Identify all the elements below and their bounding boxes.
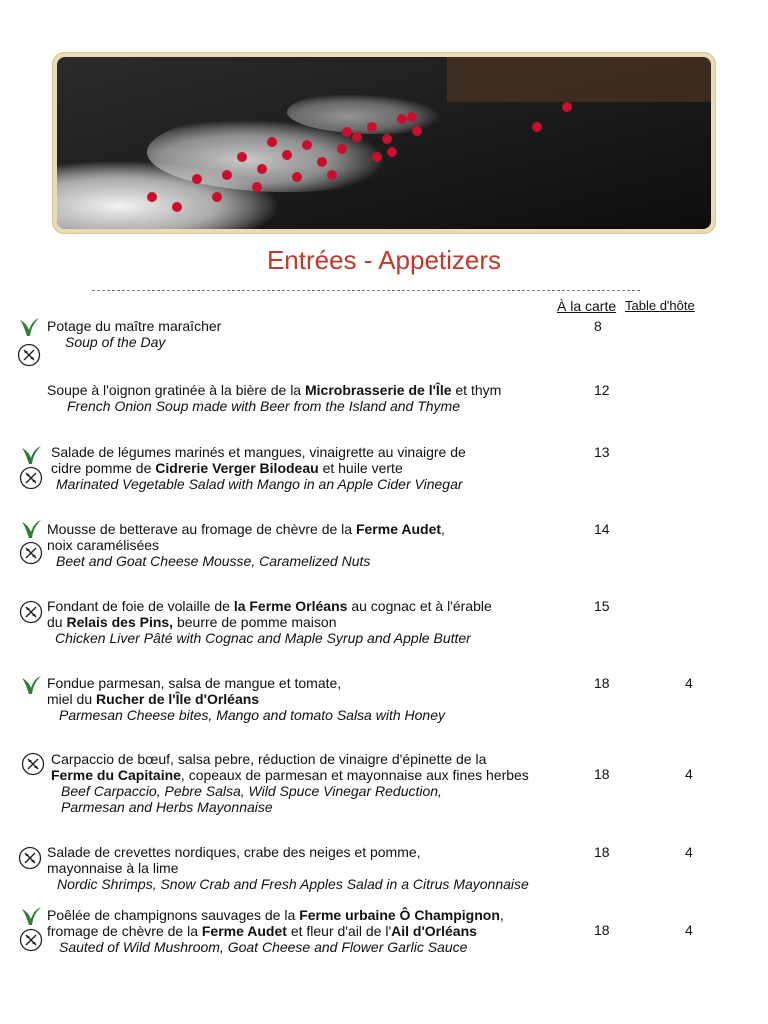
french-text: Mousse de betterave au fromage de chèvre de la xyxy=(47,521,356,537)
producer-name: Ferme urbaine Ô Champignon xyxy=(299,907,500,923)
menu-item-french xyxy=(47,382,587,398)
french-text: cidre pomme de xyxy=(51,460,156,476)
header-banner xyxy=(52,52,716,234)
gluten-free-icon xyxy=(17,343,41,372)
column-header-table-hote: Table d'hôte xyxy=(625,298,695,313)
menu-item-french xyxy=(51,751,591,783)
menu-item-french xyxy=(47,907,587,939)
french-text: Poêlée de champignons sauvages de la xyxy=(47,907,300,923)
price-a-la-carte: 12 xyxy=(594,382,610,398)
french-text: Salade de légumes marinés et mangues, vinaigrette au vinaigre de xyxy=(51,444,466,460)
menu-item-english: French Onion Soup made with Beer from the Island and Thyme xyxy=(67,398,460,414)
price-a-la-carte: 8 xyxy=(594,318,602,334)
menu-item xyxy=(47,318,587,350)
vegetarian-leaf-icon xyxy=(19,674,43,701)
vegetarian-leaf-icon xyxy=(17,316,41,343)
menu-item xyxy=(47,382,587,414)
french-text: Salade de crevettes nordiques, crabe des neiges et pomme, xyxy=(47,844,421,860)
menu-item-french xyxy=(51,444,591,476)
menu-item xyxy=(47,675,587,723)
price-a-la-carte: 18 xyxy=(594,844,610,860)
price-a-la-carte: 18 xyxy=(594,766,610,782)
menu-item-french xyxy=(47,318,587,334)
menu-item-english: Beef Carpaccio, Pebre Salsa, Wild Spuce Vinegar Reduction, Parmesan and Herbs Mayonnaise xyxy=(61,783,442,815)
menu-item xyxy=(47,907,587,955)
price-a-la-carte: 18 xyxy=(594,675,610,691)
french-text: miel du xyxy=(47,691,97,707)
price-a-la-carte: 18 xyxy=(594,922,610,938)
gluten-free-icon xyxy=(19,928,43,957)
french-text: noix caramélisées xyxy=(47,537,160,553)
price-table-hote: 4 xyxy=(685,675,693,691)
french-text: et thym xyxy=(451,382,502,398)
producer-name: Relais des Pins, xyxy=(66,614,174,630)
page-title: Entrées - Appetizers xyxy=(266,245,502,275)
gluten-free-icon xyxy=(21,752,45,781)
menu-item-french xyxy=(47,521,587,553)
french-text: au cognac et à l'érable xyxy=(347,598,492,614)
french-text: Potage du maître maraîcher xyxy=(47,318,222,334)
producer-name: la Ferme Orléans xyxy=(233,598,348,614)
french-text: beurre de pomme maison xyxy=(173,614,337,630)
french-text: fromage de chèvre de la xyxy=(47,923,202,939)
menu-item-english: Sauted of Wild Mushroom, Goat Cheese and Flower Garlic Sauce xyxy=(59,939,468,955)
french-text: Carpaccio de bœuf, salsa pebre, réduction de vinaigre d'épinette de la xyxy=(51,751,487,767)
gluten-free-icon xyxy=(19,600,43,629)
menu-item-french xyxy=(47,675,587,707)
menu-item-english: Nordic Shrimps, Snow Crab and Fresh Apples Salad in a Citrus Mayonnaise xyxy=(57,876,529,892)
menu-item xyxy=(51,444,591,492)
french-text: , xyxy=(441,521,445,537)
menu-item-english: Beet and Goat Cheese Mousse, Caramelized Nuts xyxy=(56,553,371,569)
french-text: et huile verte xyxy=(318,460,403,476)
producer-name: Ferme Audet xyxy=(201,923,287,939)
gluten-free-icon xyxy=(19,466,43,495)
dotted-divider xyxy=(92,290,640,291)
producer-name: Cidrerie Verger Bilodeau xyxy=(155,460,319,476)
price-a-la-carte: 15 xyxy=(594,598,610,614)
menu-item-french xyxy=(47,844,587,876)
price-table-hote: 4 xyxy=(685,766,693,782)
producer-name: Microbrasserie de l'Île xyxy=(304,382,452,398)
french-text: du xyxy=(47,614,67,630)
menu-item-english: Chicken Liver Pâté with Cognac and Maple Syrup and Apple Butter xyxy=(55,630,471,646)
producer-name: Ferme Audet xyxy=(355,521,442,537)
menu-item-french xyxy=(47,598,587,630)
producer-name: Rucher de l'Île d'Orléans xyxy=(96,691,260,707)
spice-photo xyxy=(57,57,711,229)
producer-name: Ail d'Orléans xyxy=(391,923,477,939)
menu-item xyxy=(47,844,587,892)
column-header-a-la-carte: À la carte xyxy=(557,298,617,314)
gluten-free-icon xyxy=(18,846,42,875)
price-table-hote: 4 xyxy=(685,844,693,860)
french-text: et fleur d'ail de l' xyxy=(286,923,392,939)
gluten-free-icon xyxy=(19,541,43,570)
price-a-la-carte: 13 xyxy=(594,444,610,460)
menu-item-english: Marinated Vegetable Salad with Mango in an Apple Cider Vinegar xyxy=(56,476,463,492)
menu-item xyxy=(51,751,591,815)
menu-item xyxy=(47,598,587,646)
menu-item xyxy=(47,521,587,569)
price-a-la-carte: 14 xyxy=(594,521,610,537)
french-text: , xyxy=(499,907,504,923)
french-text: Fondue parmesan, salsa de mangue et tomate, xyxy=(47,675,342,691)
price-table-hote: 4 xyxy=(685,922,693,938)
french-text: mayonnaise à la lime xyxy=(47,860,179,876)
french-text: Fondant de foie de volaille de xyxy=(47,598,234,614)
producer-name: Ferme du Capitaine xyxy=(51,767,181,783)
french-text: Soupe à l'oignon gratinée à la bière de la xyxy=(47,382,305,398)
menu-item-english: Soup of the Day xyxy=(65,334,166,350)
french-text: , copeaux de parmesan et mayonnaise aux fines herbes xyxy=(180,767,529,783)
menu-item-english: Parmesan Cheese bites, Mango and tomato Salsa with Honey xyxy=(59,707,445,723)
